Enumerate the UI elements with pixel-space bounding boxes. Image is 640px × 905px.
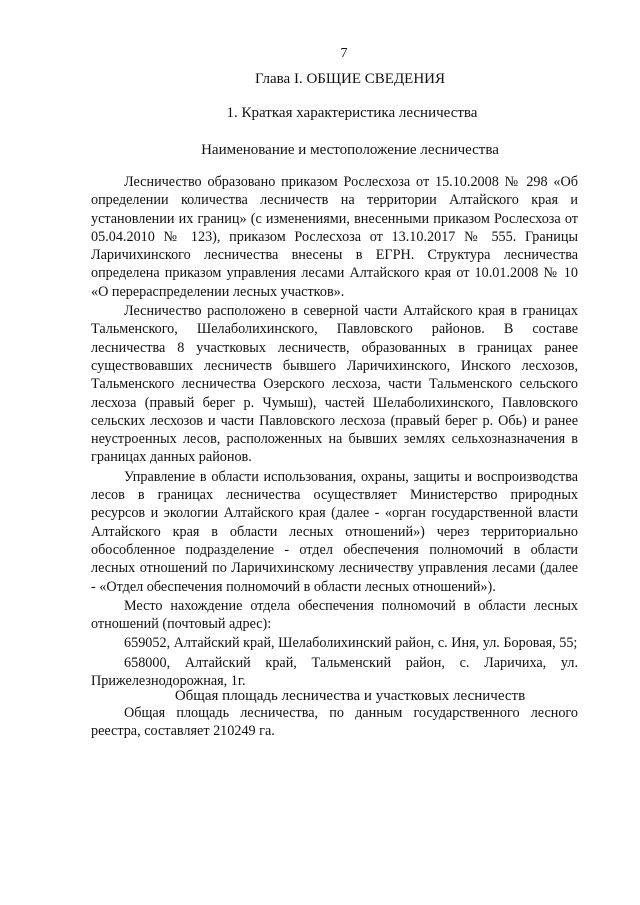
main-text-block — [91, 173, 578, 690]
paragraph-management: Управление в области использования, охраны, защиты и воспроизводства лесов в границах лесничества осуществляет Министерство природных ресурсов и экологии Алтайского края (далее - «орган государственной власти Алтайского края в области лесных отношений») через территориально обособленное подразделение - отдел обеспечения полномочий в области лесных отношений по Ларичихинскому лесничеству управления лесами (далее - «Отдел обеспечения полномочий в области лесных отношений»). — [91, 468, 578, 595]
section-title: 1. Краткая характеристика лесничества — [226, 105, 478, 121]
area-title: Общая площадь лесничества и участковых лесничеств — [174, 688, 526, 704]
area-text-block — [91, 704, 578, 741]
paragraph-address-larichikha: 658000, Алтайский край, Тальменский район, с. Ларичиха, ул. Прижелезнодорожная, 1г. — [91, 654, 578, 690]
paragraph-total-area: Общая площадь лесничества, по данным государственного лесного реестра, составляет 210249 га. — [91, 705, 578, 740]
paragraph-location: Лесничество расположено в северной части Алтайского края в границах Тальменского, Шелаболихинского, Павловского районов. В составе лесничества 8 участковых лесничеств, образованных в границах ранее существовавших лесничеств бывшего Ларичихинского, Инского лесхозов, Тальменского лесничества Озерского лесхоза, части Тальменского сельского лесхоза (правый берег р. Чумыш), частей Шелаболихинского, Павловского сельских лесхозов и части Павловского лесхоза (правый берег р. Обь) и ранее неустроенных лесов, расположенных на бывших землях сельхозназначения в границах данных районов. — [91, 303, 578, 466]
paragraph-postal-address-intro: Место нахождение отдела обеспечения полномочий в области лесных отношений (почтовый адрес): — [91, 597, 578, 633]
chapter-title: Глава I. ОБЩИЕ СВЕДЕНИЯ — [254, 71, 446, 87]
paragraph-address-inya: 659052, Алтайский край, Шелаболихинский район, с. Иня, ул. Боровая, 55; — [124, 635, 578, 652]
page-number: 7 — [340, 46, 348, 61]
paragraph-establishment: Лесничество образовано приказом Рослесхоза от 15.10.2008 № 298 «Об определении количества лесничеств на территории Алтайского края и установлении их границ» (с изменениями, внесенными приказом Рослесхоза от 05.04.2010 № 123), приказом Рослесхоза от 13.10.2017 № 555. Границы Ларичихинского лесничества внесены в ЕГРН. Структура лесничества определена приказом управления лесами Алтайского края от 10.01.2008 № 10 «О перераспределении лесных участков». — [91, 174, 578, 300]
subsection-title: Наименование и местоположение лесничества — [201, 142, 499, 158]
